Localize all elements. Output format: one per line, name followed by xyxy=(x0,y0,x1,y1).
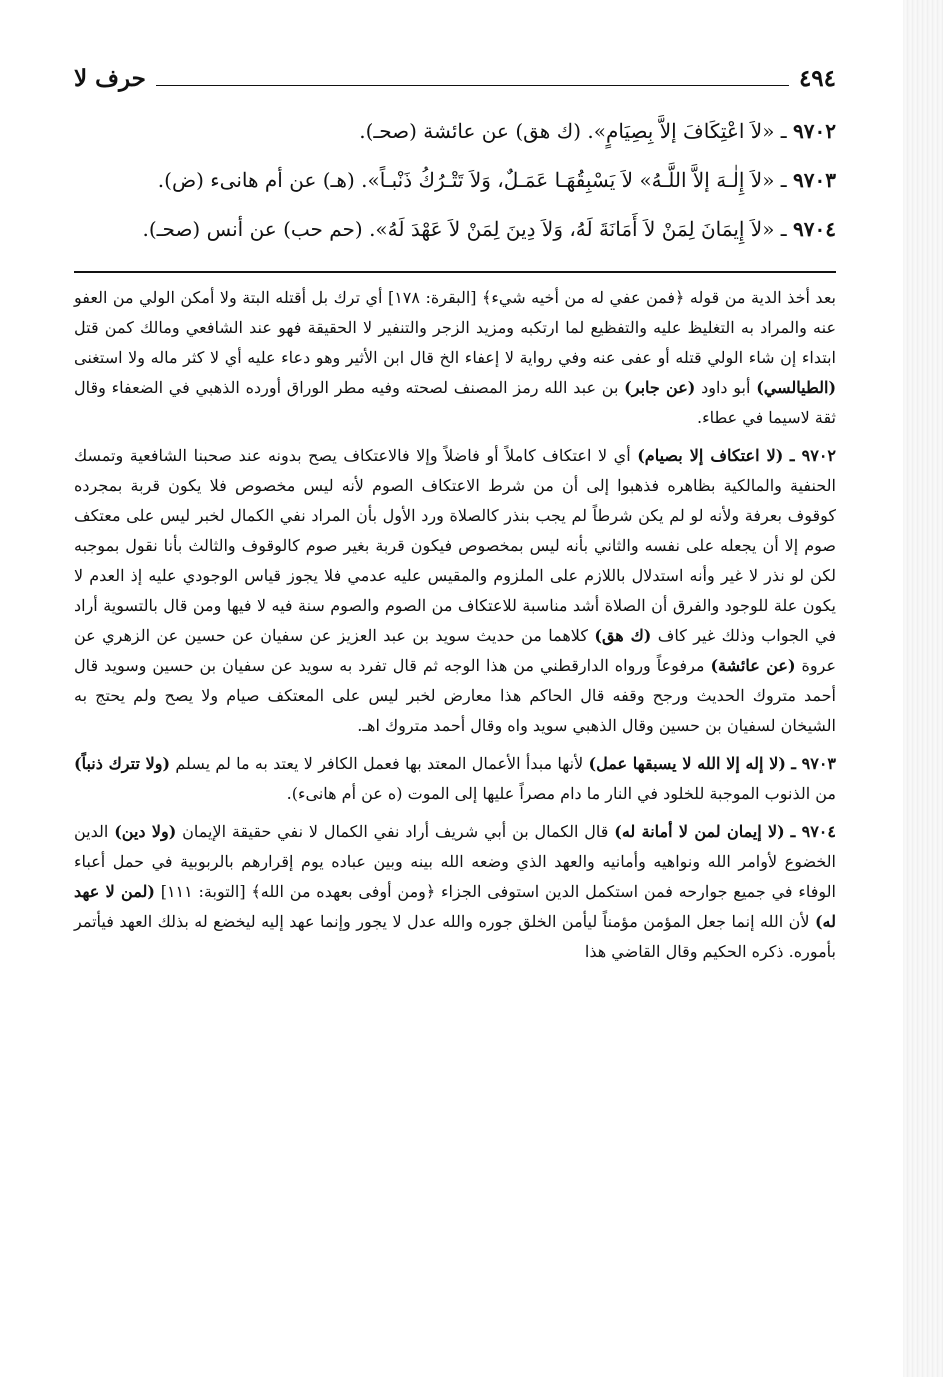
page xyxy=(74,58,836,975)
source-ref: (عن عائشة) xyxy=(710,656,796,675)
hadith-texts xyxy=(74,108,836,253)
hadith-text: «لاَ إِيمَانَ لِمَنْ لاَ أَمَانَةَ لَهُ، وَلاَ دِينَ لِمَنْ لاَ عَهْدَ لَهُ». (حم حب) عن أنس (صحـ). xyxy=(142,217,775,241)
source-ref: (ولا تترك ذنباً) xyxy=(74,754,171,773)
commentary-intro xyxy=(74,283,836,433)
commentary xyxy=(74,283,836,967)
commentary-text: مرفوعاً ورواه الدارقطني من هذا الوجه ثم قال تفرد به سويد عن سفيان بن حسين وسويد قال أحمد متروك الحديث ورجح وقفه قال الحاكم هذا معارض لخبر ليس على المعتكف صيام ولا يصح ولم يحتج به الشيخان لسفيان بن حسين وقال الذهبي سويد واه وقال أحمد متروك اهـ. xyxy=(74,656,836,735)
commentary-heading: (لا اعتكاف إلا بصيام) xyxy=(637,446,784,465)
hadith-9702: ٩٧٠٢ ـ «لاَ اعْتِكَافَ إلاَّ بِصِيَامٍ». (ك هق) عن عائشة (صحـ). xyxy=(359,119,836,143)
commentary-heading: (لا إيمان لمن لا أمانة له) xyxy=(614,822,785,841)
source-ref: (الطيالسي) xyxy=(756,378,837,397)
commentary-text: الدين الخضوع لأوامر الله ونواهيه وأمانيه والعهد الذي وضعه الله بينه وبين عباده يوم إقرارهم بالربوبية في حمل أعباء الوفاء في جميع جوارحه فمن استكمل الدين استوفى الجزاء ﴿ومن أوفى بعهده من الله﴾ [التوبة: ١١١] xyxy=(74,822,836,901)
commentary-text: قال الكمال بن أبي شريف أراد نفي الكمال لا نفي حقيقة الإيمان xyxy=(182,822,609,841)
page-edge xyxy=(903,0,943,1377)
hadith-number: ٩٧٠٣ xyxy=(793,168,836,192)
hadith-number: ٩٧٠٢ xyxy=(793,119,836,143)
source-ref: (ك هق) xyxy=(594,626,652,645)
footnote-separator xyxy=(74,271,836,273)
commentary-text: كلاهما من حديث سويد بن عبد العزيز عن سفيان عن حسين عن الزهري عن عروة xyxy=(74,626,836,675)
commentary-text: أي لا اعتكاف كاملاً أو فاضلاً وإلا فالاعتكاف يصح بدونه عند صحبنا الشافعية وتمسك الحنفية والمالكية بظاهره فذهبوا إلى أن من شرط الاعتكاف الصوم لأنه ليس مخصوص فلا يكون قربة بمجرده كوقوف بعرفة ولأنه لو لم يكن شرطاً لم يجب بنذر كالصلاة ورد الأول بأن المراد نفي الكمال لخبر ليس على معتكف صوم إلا أن يجعله على نفسه والثاني بأنه ليس بمخصوص فيكون قربة بغير صوم كالوقوف والثالث بأنا نقول بموجبه لكن لو نذر لا غير وأنه استدلال باللازم على الملزوم والمقيس عليه عدمي فلا يجوز قياس الوجودي عليه إذ العدم لا يكون علة للوجود والفرق أن الصلاة أشد مناسبة للاعتكاف من الصوم والصوم سنة فيه لا فيها ومن قال بالتسوية أراد في الجواب وذلك غير كاف xyxy=(74,446,837,645)
commentary-text: أبو داود xyxy=(701,378,751,397)
commentary-text: بن عبد الله رمز المصنف لصحته وفيه مطر الوراق أورده الذهبي في الضعفاء وقال ثقة لاسيما في عطاء. xyxy=(74,378,836,427)
source-ref: (عن جابر) xyxy=(624,378,696,397)
hadith-9704: ٩٧٠٤ ـ «لاَ إِيمَانَ لِمَنْ لاَ أَمَانَةَ لَهُ، وَلاَ دِينَ لِمَنْ لاَ عَهْدَ لَهُ». (حم حب) عن أنس (صحـ). xyxy=(142,217,836,241)
source-ref: (لمن لا عهد له) xyxy=(74,882,836,931)
hadith-9703: ٩٧٠٣ ـ «لاَ إِلٰـهَ إلاَّ اللَّـهُ» لاَ يَسْبِقُهَـا عَمَـلٌ، وَلاَ تَتْـرُكُ ذَنْبـاً». (هـ) عن أم هانىء (ض). xyxy=(157,168,836,192)
commentary-text: لأنها مبدأ الأعمال المعتد بها فعمل الكافر لا يعتد به ما لم يسلم xyxy=(175,754,584,773)
commentary-number: ٩٧٠٤ ـ xyxy=(790,822,836,841)
source-ref: (ولا دين) xyxy=(114,822,177,841)
commentary-text: بعد أخذ الدية من قوله ﴿فمن عفي له من أخيه شيء﴾ [البقرة: ١٧٨] أي ترك بل أقتله البتة ولا أمكن الولي من العفو عنه والمراد به التغليظ عليه والتفظيع لما ارتكبه ومزيد الزجر والتنفير لا الحقيقة فهو عند الشافعي ومالك كمن قتل ابتداء إن شاء الولي قتله أو عفى عنه وفي رواية لا إعفاء الخ قال ابن الأثير وهو دعاء عليه أي لا كثر ماله ولا استغنى xyxy=(74,288,836,367)
commentary-text: من الذنوب الموجبة للخلود في النار ما دام مصراً عليها إلى الموت (ه عن أم هانىء). xyxy=(286,784,836,803)
commentary-number: ٩٧٠٢ ـ xyxy=(789,446,836,465)
commentary-number: ٩٧٠٣ ـ xyxy=(791,754,837,773)
commentary-9702 xyxy=(74,441,836,741)
hadith-number: ٩٧٠٤ xyxy=(793,217,836,241)
commentary-text: لأن الله إنما جعل المؤمن مؤمناً ليأمن الخلق جوره والله عدل لا يجور وإنما عهد إليه ليخضع له بذلك العهد فيأتمر بأموره. ذكره الحكيم وقال القاضي هذا xyxy=(74,912,836,961)
header-rule xyxy=(156,85,789,86)
commentary-9703 xyxy=(74,749,836,809)
commentary-9704 xyxy=(74,817,836,967)
commentary-heading: (لا إله إلا الله لا يسبقها عمل) xyxy=(588,754,786,773)
hadith-text: «لاَ اعْتِكَافَ إلاَّ بِصِيَامٍ». (ك هق) عن عائشة (صحـ). xyxy=(359,119,775,143)
page-number: ٤٩٤ xyxy=(798,65,836,92)
running-header xyxy=(74,58,836,92)
chapter-title: حرف لا xyxy=(74,65,146,92)
hadith-text: «لاَ إِلٰـهَ إلاَّ اللَّـهُ» لاَ يَسْبِقُهَـا عَمَـلٌ، وَلاَ تَتْـرُكُ ذَنْبـاً». (هـ) عن أم هانىء (ض). xyxy=(157,168,775,192)
